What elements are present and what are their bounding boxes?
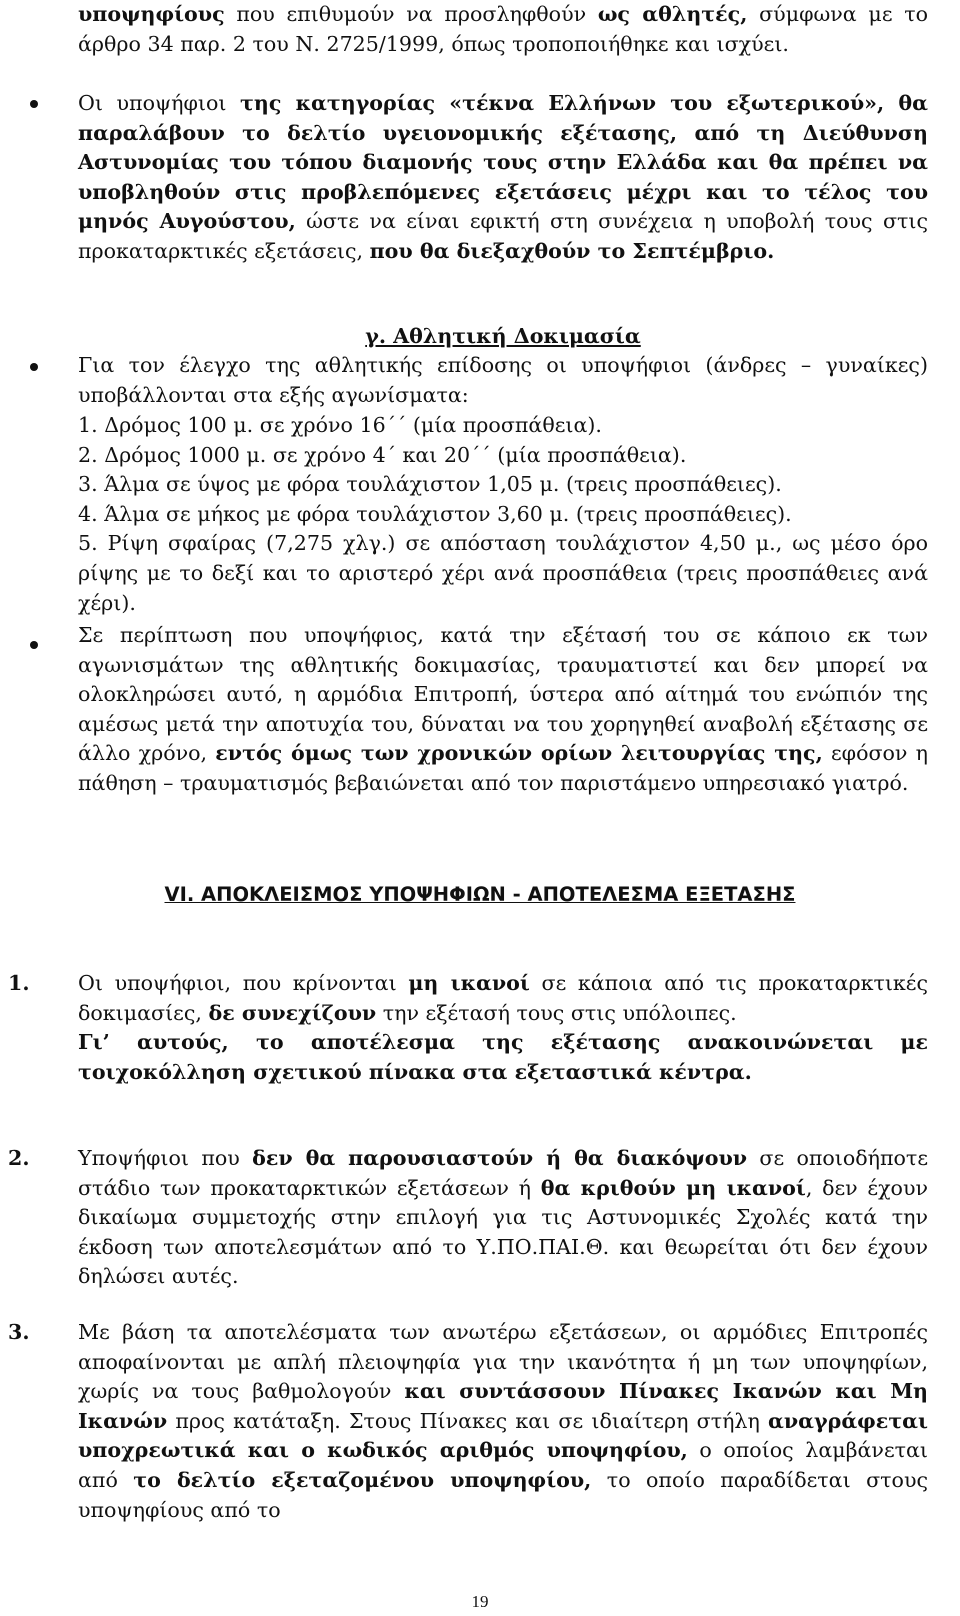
item-2-paragraph (78, 1144, 928, 1292)
item-2-bold-unfit: θα κριθούν μη ικανοί (540, 1175, 806, 1200)
item-3-bold-code: αναγράφεται υποχρεωτικά και ο κωδικός αριθμός υποψηφίου, (78, 1408, 928, 1463)
bullet-icon (30, 363, 38, 371)
injury-bold-text: εντός όμως των χρονικών ορίων λειτουργίας της, (215, 741, 823, 766)
event-item: 3. Άλμα σε ύψος με φόρα τουλάχιστον 1,05 μ. (τρεις προσπάθειες). (78, 472, 782, 497)
item-3-text: ο οποίος λαμβάνεται από (78, 1438, 928, 1492)
intro-text-law: σύμφωνα με το άρθρο 34 παρ. 2 του Ν. 2725/1999, όπως τροποποιήθηκε και ισχύει. (78, 2, 928, 56)
item-2-bold-not-present: δεν θα παρουσιαστούν ή θα διακόψουν (252, 1146, 748, 1170)
item-1-text: Οι υποψήφιοι, που κρίνονται (78, 971, 409, 995)
abroad-bold-september: που θα διεξαχθούν το Σεπτέμβριο. (369, 238, 775, 263)
abroad-paragraph (78, 89, 928, 267)
injury-text: Σε περίπτωση που υποψήφιος, κατά την εξέτασή του σε κάποιο εκ των αγωνισμάτων της αθλητικής δοκιμασίας, τραυματιστεί και δεν μπορεί να ολοκληρώσει αυτό, η αρμόδια Επιτροπή, ύστερα από αίτημά του ενώπιόν της αμέσως μετά την αποτυχία του, δύναται να του χορηγηθεί αναβολή εξέτασης σε άλλο χρόνο, (78, 623, 928, 766)
intro-text: που επιθυμούν να προσληφθούν (224, 2, 598, 26)
intro-paragraph (78, 0, 928, 59)
item-1-bold-not-continue: δε συνεχίζουν (208, 1000, 377, 1025)
bullet-icon (30, 641, 38, 649)
event-item: 2. Δρόμος 1000 μ. σε χρόνο 4΄ και 20΄΄ (μία προσπάθεια). (78, 442, 687, 467)
events-intro-paragraph: Για τον έλεγχο της αθλητικής επίδοσης οι υποψήφιοι (άνδρες – γυναίκες) υποβάλλονται στα εξής αγωνίσματα: (78, 353, 928, 407)
item-2-text: Υποψήφιοι που (78, 1146, 253, 1170)
item-3-paragraph (78, 1318, 928, 1525)
item-2-text: σε οποιοδήποτε στάδιο των προκαταρκτικών εξετάσεων ή (78, 1146, 928, 1200)
event-item: 1. Δρόμος 100 μ. σε χρόνο 16΄΄ (μία προσπάθεια). (78, 413, 602, 437)
injury-paragraph (78, 621, 928, 799)
item-1-text: την εξέτασή τους στις υπόλοιπες. (376, 1000, 737, 1025)
page-number: 19 (471, 1592, 489, 1611)
event-item: 5. Ρίψη σφαίρας (7,275 χλγ.) σε απόσταση τουλάχιστον 4,50 μ., ως μέσο όρο ρίψης με το δεξί και το αριστερό χέρι ανά προσπάθεια (τρεις προσπάθειες ανά χέρι). (78, 531, 928, 615)
item-3-bold-card: το δελτίο εξεταζομένου υποψηφίου, (133, 1467, 592, 1492)
item-number: 1. (8, 971, 30, 995)
athletic-test-heading: γ. Αθλητική Δοκιμασία (365, 324, 641, 348)
item-1-text: σε κάποια από τις προκαταρκτικές δοκιμασίες, (78, 971, 928, 1025)
item-3-bold-tables: και συντάσσουν Πίνακες Ικανών και Μη Ικανών (78, 1379, 928, 1433)
item-number: 3. (8, 1320, 30, 1344)
item-1-bold-announcement: Γι’ αυτούς, το αποτέλεσμα της εξέτασης ανακοινώνεται με τοιχοκόλληση σχετικού πίνακα στα εξεταστικά κέντρα. (78, 1030, 928, 1084)
item-number: 2. (8, 1146, 30, 1170)
abroad-bold-text: της κατηγορίας «τέκνα Ελλήνων του εξωτερικού», θα παραλάβουν το δελτίο υγειονομικής εξέτασης, από τη Διεύθυνση Αστυνομίας του τόπου διαμονής τους στην Ελλάδα και θα πρέπει να υποβληθούν στις προβλεπόμενες εξετάσεις μέχρι και το τέλος του μηνός Αυγούστου, (78, 91, 928, 234)
item-1-bold-unfit: μη ικανοί (408, 971, 530, 995)
item-1-paragraph (78, 969, 928, 1087)
item-3-text: Με βάση τα αποτελέσματα των ανωτέρω εξετάσεων, οι αρμόδιες Επιτροπές αποφαίνονται με απλή πλειοψηφία για την ικανότητα ή μη των υποψηφίων, χωρίς να τους βαθμολογούν (78, 1320, 928, 1404)
injury-text-end: εφόσον η πάθηση – τραυματισμός βεβαιώνεται από τον παριστάμενο υπηρεσιακό γιατρό. (78, 741, 928, 795)
event-item: 4. Άλμα σε μήκος με φόρα τουλάχιστον 3,60 μ. (τρεις προσπάθειες). (78, 501, 792, 526)
intro-bold-athletes: ως αθλητές, (597, 2, 748, 26)
item-3-text: το οποίο παραδίδεται στους υποψηφίους από το (78, 1467, 928, 1522)
bullet-icon (30, 100, 38, 108)
abroad-text-middle: ώστε να είναι εφικτή στη συνέχεια η υποβολή τους στις προκαταρκτικές εξετάσεις, (78, 209, 928, 263)
section-title: VI. ΑΠΟΚΛΕΙΣΜΟΣ ΥΠΟΨΗΦΙΩΝ - ΑΠΟΤΕΛΕΣΜΑ ΕΞΕΤΑΣΗΣ (164, 883, 796, 906)
intro-bold-candidates: υποψηφίους (78, 2, 225, 26)
events-list (78, 411, 928, 618)
item-2-text: , δεν έχουν δικαίωμα συμμετοχής στην επιλογή για τις Αστυνομικές Σχολές κατά την έκδοση των αποτελεσμάτων από το Υ.ΠΟ.ΠΑΙ.Θ. και θεωρείται ότι δεν έχουν δηλώσει αυτές. (78, 1175, 928, 1289)
item-3-text: προς κατάταξη. Στους Πίνακες και σε ιδιαίτερη στήλη (167, 1408, 769, 1433)
abroad-text-start: Οι υποψήφιοι (78, 91, 241, 115)
